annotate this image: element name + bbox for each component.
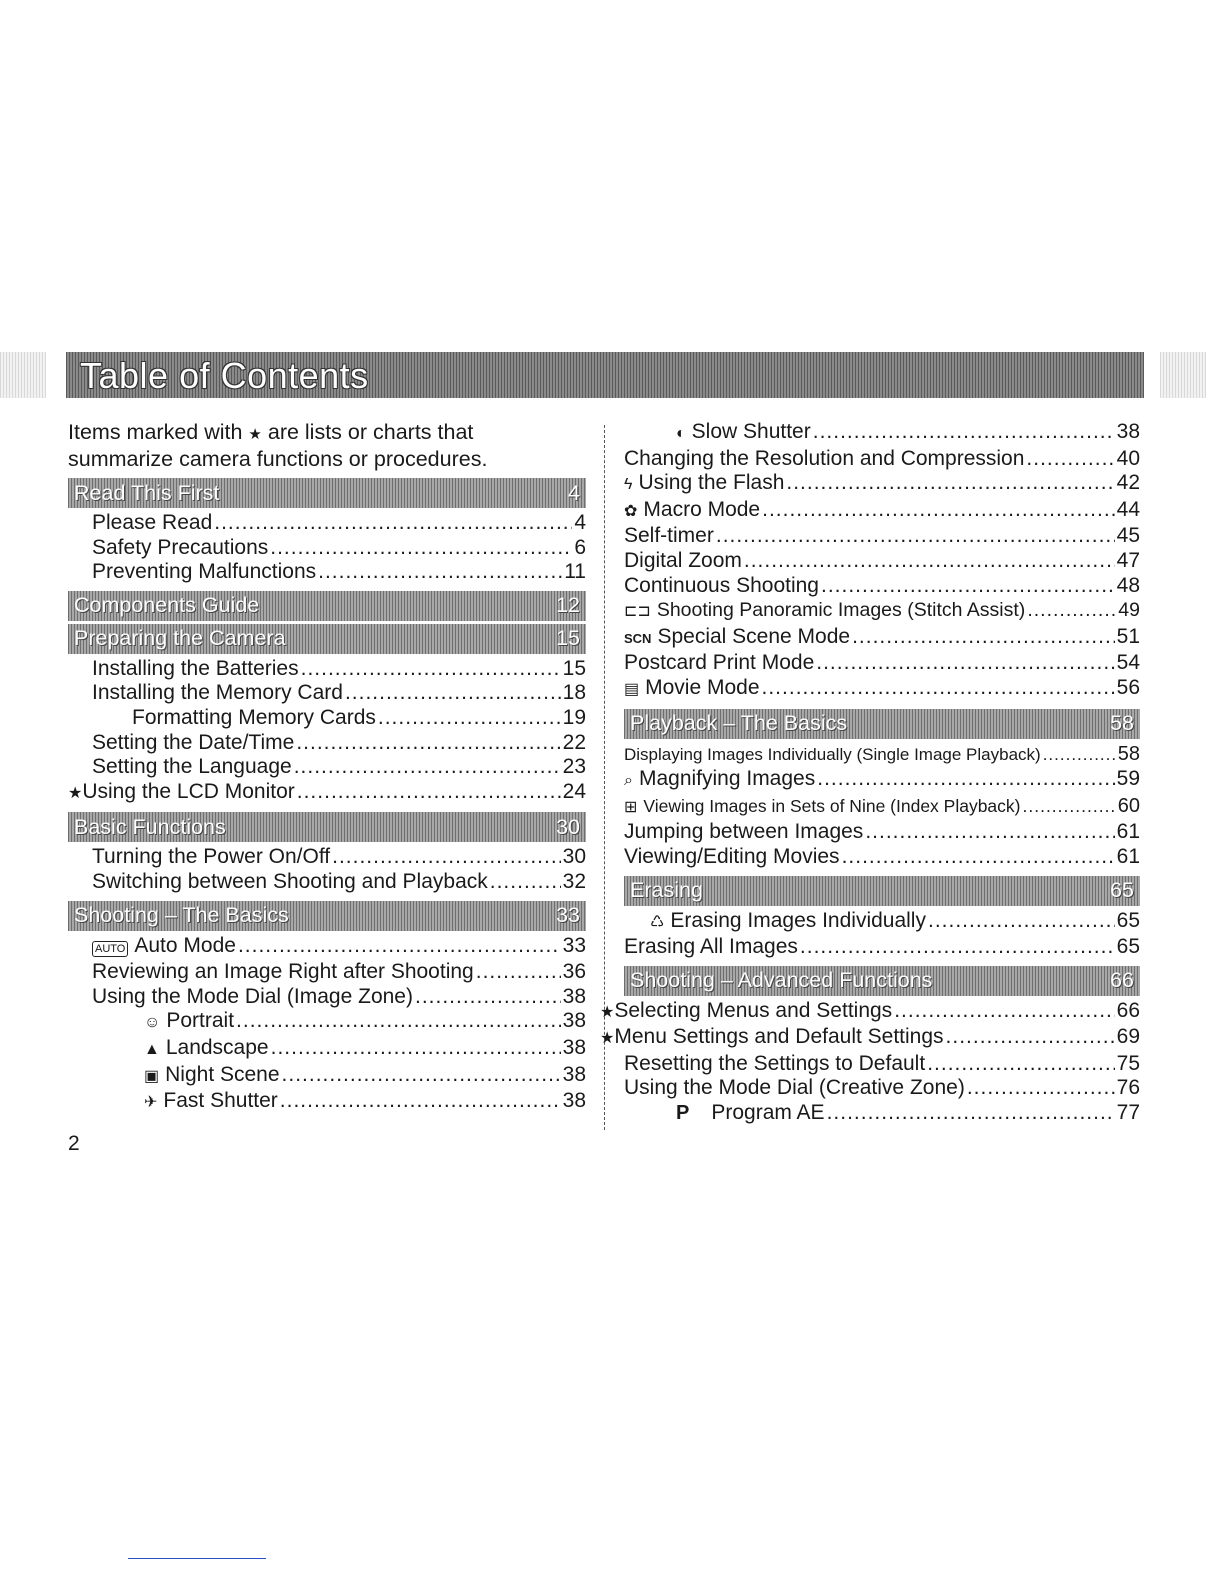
section-read-this-first[interactable]: Read This First 4 <box>68 478 586 508</box>
toc-entry[interactable]: ♺ Erasing Images Individually ..... 65 <box>624 909 1140 936</box>
section-erasing[interactable]: Erasing 65 <box>624 876 1140 906</box>
index-playback-icon: ⊞ <box>624 798 638 816</box>
toc-entry[interactable]: Continuous Shooting ..... 48 <box>624 574 1140 599</box>
right-column <box>600 420 1140 1126</box>
toc-entry[interactable]: Postcard Print Mode ..... 54 <box>624 651 1140 676</box>
toc-entry[interactable]: P Program AE ..... 77 <box>624 1101 1140 1126</box>
auto-mode-icon: AUTO <box>92 936 128 961</box>
section-shooting-advanced-functions[interactable]: Shooting – Advanced Functions 66 <box>624 966 1140 996</box>
toc-entry[interactable]: Jumping between Images ..... 61 <box>624 820 1140 845</box>
macro-icon: ✿ <box>624 502 638 520</box>
flash-icon: ϟ <box>624 476 633 494</box>
section-shooting-the-basics[interactable]: Shooting – The Basics 33 <box>68 901 586 931</box>
toc-entry[interactable]: Self-timer ..... 45 <box>624 524 1140 549</box>
toc-entry[interactable]: Using the Mode Dial (Image Zone) ..... 38 <box>68 985 586 1010</box>
toc-entry[interactable]: SCN Special Scene Mode ..... 51 <box>624 625 1140 652</box>
toc-entry[interactable]: Installing the Memory Card ..... 18 <box>68 681 586 706</box>
left-column <box>68 420 586 1116</box>
toc-entry[interactable]: Digital Zoom ..... 47 <box>624 549 1140 574</box>
star-icon: ★ <box>600 1030 615 1048</box>
toc-entry[interactable]: Safety Precautions ..... 6 <box>68 536 586 561</box>
toc-entry[interactable]: Turning the Power On/Off ..... 30 <box>68 845 586 870</box>
erase-icon: ♺ <box>650 913 665 931</box>
toc-entry[interactable]: ✿ Macro Mode ..... 44 <box>624 498 1140 525</box>
toc-entry[interactable]: ⊞ Viewing Images in Sets of Nine (Index Playback) ..... 60 <box>624 794 1140 821</box>
toc-entry[interactable]: Installing the Batteries ..... 15 <box>68 657 586 682</box>
banner-right-cap <box>1160 352 1206 398</box>
toc-entry[interactable]: Setting the Date/Time ..... 22 <box>68 731 586 756</box>
page-number: 2 <box>68 1132 80 1155</box>
magnify-icon: ⌕ <box>624 772 633 790</box>
scene-mode-icon: SCN <box>624 630 652 646</box>
toc-entry[interactable]: Displaying Images Individually (Single Image Playback) ..... 58 <box>624 742 1140 768</box>
toc-entry[interactable]: Viewing/Editing Movies ..... 61 <box>624 845 1140 870</box>
toc-entry[interactable]: AUTO Auto Mode ..... 33 <box>68 934 586 961</box>
page-title: Table of Contents <box>80 355 369 396</box>
toc-entry[interactable]: ▲ Landscape ..... 38 <box>68 1036 586 1063</box>
toc-entry[interactable]: Changing the Resolution and Compression ..... 40 <box>624 447 1140 472</box>
toc-entry[interactable]: Setting the Language ..... 23 <box>68 755 586 780</box>
toc-entry[interactable]: ★ Using the LCD Monitor ..... 24 <box>68 780 586 807</box>
toc-entry[interactable]: Preventing Malfunctions ..... 11 <box>68 560 586 585</box>
star-icon: ★ <box>68 784 83 802</box>
section-components-guide[interactable]: Components Guide 12 <box>68 591 586 621</box>
stitch-assist-icon: ⊏⊐ <box>624 603 651 621</box>
fast-shutter-icon: ✈ <box>144 1094 158 1112</box>
toc-entry[interactable]: Formatting Memory Cards ..... 19 <box>68 706 586 731</box>
toc-entry[interactable]: Using the Mode Dial (Creative Zone) ..... 76 <box>624 1076 1140 1101</box>
section-playback-the-basics[interactable]: Playback – The Basics 58 <box>624 709 1140 739</box>
toc-entry[interactable]: ✈ Fast Shutter ..... 38 <box>68 1089 586 1116</box>
star-icon: ★ <box>600 1003 615 1021</box>
slow-shutter-icon: ◐ <box>676 425 686 442</box>
toc-entry[interactable]: ★ Selecting Menus and Settings ..... 66 <box>600 999 1140 1026</box>
toc-entry[interactable]: Switching between Shooting and Playback ..... 32 <box>68 870 586 895</box>
toc-entry[interactable]: ϟ Using the Flash ..... 42 <box>624 471 1140 498</box>
toc-entry[interactable]: ◐ Slow Shutter ..... 38 <box>624 420 1140 447</box>
landscape-icon: ▲ <box>144 1040 160 1058</box>
program-ae-icon: P <box>676 1102 690 1125</box>
intro-text: Items marked with ★ are lists or charts that summarize camera functions or procedures. <box>68 420 488 471</box>
night-scene-icon: ▣ <box>144 1067 160 1085</box>
toc-entry[interactable]: ▣ Night Scene ..... 38 <box>68 1063 586 1090</box>
banner-left-cap <box>0 352 46 398</box>
toc-entry[interactable]: ☺ Portrait ..... 38 <box>68 1009 586 1036</box>
movie-icon: ▤ <box>624 680 640 698</box>
footer-rule <box>128 1558 266 1559</box>
section-preparing-the-camera[interactable]: Preparing the Camera 15 <box>68 624 586 654</box>
toc-entry[interactable]: ★ Menu Settings and Default Settings ..... 69 <box>600 1025 1140 1052</box>
section-basic-functions[interactable]: Basic Functions 30 <box>68 812 586 842</box>
toc-entry[interactable]: Reviewing an Image Right after Shooting ..... 36 <box>68 960 586 985</box>
toc-entry[interactable]: ⊏⊐ Shooting Panoramic Images (Stitch Assist) ..... 49 <box>624 598 1140 625</box>
toc-entry[interactable]: Erasing All Images ..... 65 <box>624 935 1140 960</box>
toc-entry[interactable]: ▤ Movie Mode ..... 56 <box>624 676 1140 703</box>
star-icon: ★ <box>248 426 262 443</box>
toc-entry[interactable]: Please Read ..... 4 <box>68 511 586 536</box>
toc-entry[interactable]: ⌕ Magnifying Images ..... 59 <box>624 767 1140 794</box>
portrait-icon: ☺ <box>144 1014 161 1032</box>
toc-entry[interactable]: Resetting the Settings to Default ..... 75 <box>624 1052 1140 1077</box>
